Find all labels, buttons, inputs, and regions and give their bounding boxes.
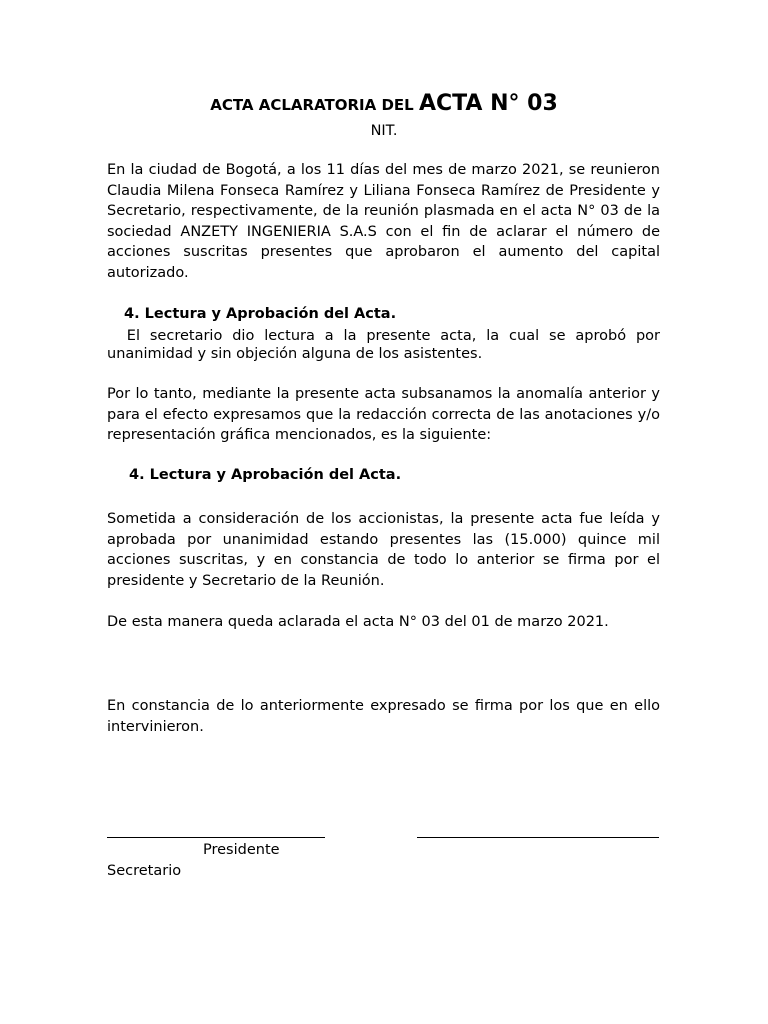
nit-line: NIT. — [370, 123, 398, 139]
title-prefix: ACTA ACLARATORIA DEL — [210, 96, 419, 114]
signature-line-president — [107, 837, 325, 838]
signature-label-secretary: Secretario — [107, 863, 182, 879]
document-title — [0, 91, 768, 116]
clarification-paragraph: De esta manera queda aclarada el acta N° 03 del 01 de marzo 2021. — [107, 614, 609, 630]
signature-label-president: Presidente — [203, 842, 280, 858]
intro-paragraph: En la ciudad de Bogotá, a los 11 días del mes de marzo 2021, se reunieron Claudia Milena Fonseca Ramírez y Liliana Fonseca Ramírez de Presidente y Secretario, respectivamente, de la reunión plasmada en el acta N° 03 de la sociedad ANZETY INGENIERIA S.A.S con el fin de aclarar el número de acciones suscritas presentes que aprobaron el aumento del capital autorizado. — [107, 162, 660, 281]
closing-paragraph: En constancia de lo anteriormente expresado se firma por los que en ello intervinieron. — [107, 698, 660, 735]
signature-line-secretary — [417, 837, 659, 838]
title-act-number: ACTA N° 03 — [418, 91, 558, 116]
correction-paragraph: Por lo tanto, mediante la presente acta subsanamos la anomalía anterior y para el efecto expresamos que la redacción correcta de las anotaciones y/o representación gráfica mencionados, es la siguiente: — [107, 386, 660, 443]
corrected-approval-paragraph: Sometida a consideración de los accionistas, la presente acta fue leída y aprobada por unanimidad estando presentes las (15.000) quince mil acciones suscritas, y en constancia de todo lo anterior se firma por el presidente y Secretario de la Reunión. — [107, 511, 660, 589]
section-heading-corrected: 4. Lectura y Aprobación del Acta. — [129, 467, 402, 483]
section-heading-original: 4. Lectura y Aprobación del Acta. — [124, 306, 397, 322]
original-approval-paragraph: El secretario dio lectura a la presente acta, la cual se aprobó por unanimidad y sin objeción alguna de los asistentes. — [107, 328, 660, 362]
